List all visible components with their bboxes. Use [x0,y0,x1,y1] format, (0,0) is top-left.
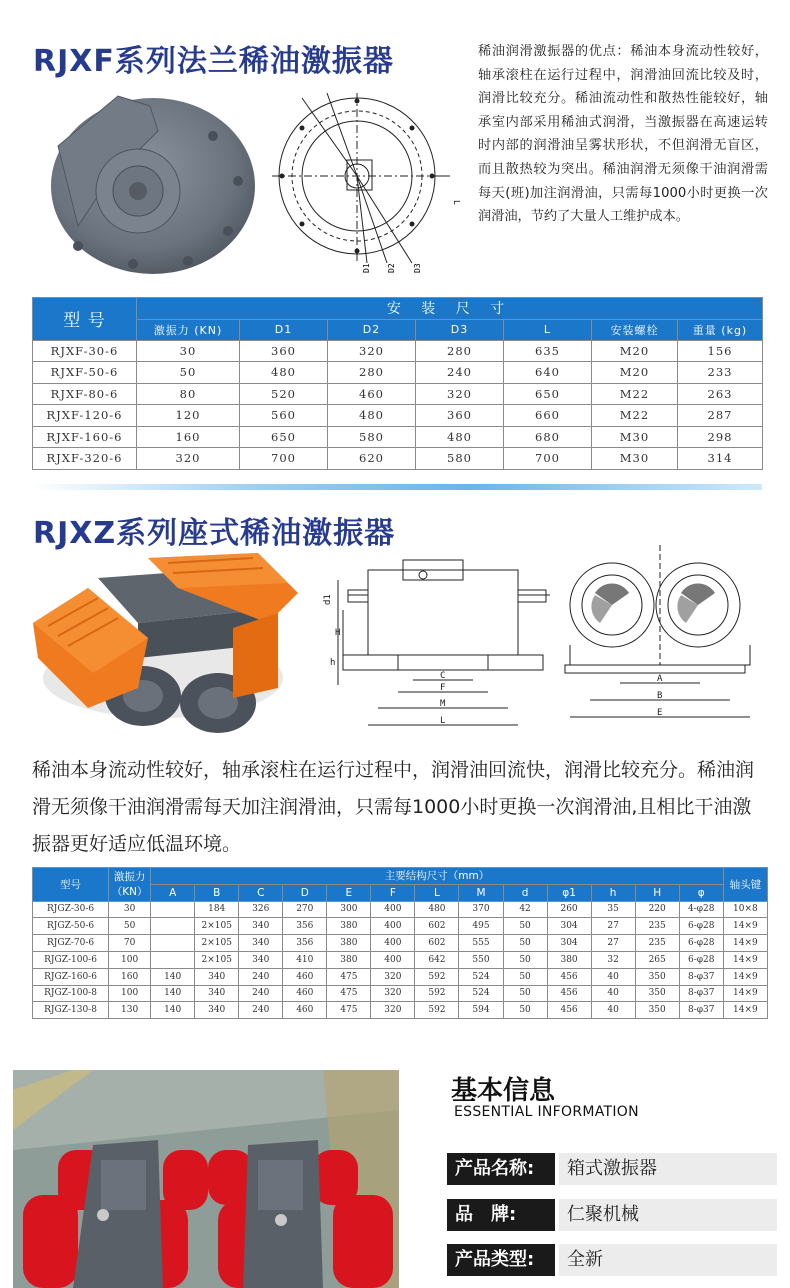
table-cell: 524 [459,985,503,1002]
table-cell: 8-φ37 [679,985,723,1002]
seated-front-drawing [560,545,770,725]
table-cell: 14×9 [723,951,767,968]
table-cell: 680 [504,426,592,448]
table-cell: 340 [195,968,239,985]
table-cell: 320 [137,448,240,470]
table2-col-header: H [635,884,679,901]
table1-model-header: 型 号 [33,298,137,341]
table-cell: 32 [591,951,635,968]
table-cell: 14×9 [723,985,767,1002]
table-cell: 6-φ28 [679,951,723,968]
table-cell: 370 [459,901,503,918]
table-cell: 560 [240,405,328,427]
table-cell: 50 [137,362,240,384]
table-cell: 240 [416,362,504,384]
table-cell: 184 [195,901,239,918]
section-divider [32,484,762,490]
section2-description: 稀油本身流动性较好，轴承滚柱在运行过程中，润滑油回流快，润滑比较充分。稀油润滑无须像干油润滑需每天加注润滑油，只需每1000小时更换一次润滑油,且相比干油激振器更好适应低温环境。 [32,759,755,855]
section1-title: RJXF系列法兰稀油激振器 [33,44,394,79]
table-cell: 410 [283,951,327,968]
table-cell: 130 [109,1002,151,1019]
table-cell: 27 [591,935,635,952]
table-row [33,405,763,427]
info-row-product-name [447,1153,777,1185]
table-cell: 240 [239,985,283,1002]
table-cell: RJGZ-100-6 [33,951,109,968]
table-cell: RJXF-160-6 [33,426,137,448]
drawing-label-l: L [452,200,461,205]
table-cell: 14×9 [723,935,767,952]
table-cell: 50 [503,985,547,1002]
table2-col-header: M [459,884,503,901]
table-cell: 6-φ28 [679,918,723,935]
table-cell: 320 [416,383,504,405]
table-cell: 380 [327,935,371,952]
table-cell: 326 [239,901,283,918]
table-cell: 480 [328,405,416,427]
table-cell: 14×9 [723,1002,767,1019]
info-key-product-type: 产品类型: [447,1244,555,1276]
table-cell: RJXF-30-6 [33,340,137,362]
drawing-label-d1: D1 [362,263,371,273]
table-row [33,951,768,968]
table1-col-weight: 重量 (kg) [678,319,763,340]
info-title: 基本信息 [451,1076,556,1106]
table-cell: 280 [416,340,504,362]
table-cell: 140 [151,985,195,1002]
rjxf-spec-table [32,297,763,470]
table2-group-header: 主要结构尺寸（mm） [151,868,724,885]
table-cell: RJGZ-70-6 [33,935,109,952]
table-row [33,985,768,1002]
table-cell: 50 [503,951,547,968]
table-cell: M20 [592,340,678,362]
table2-col-header: φ1 [547,884,591,901]
table-cell: 475 [327,985,371,1002]
table-cell: 592 [415,1002,459,1019]
table-cell: 320 [328,340,416,362]
table-cell: 80 [137,383,240,405]
info-row-product-type [447,1244,777,1276]
table-row [33,426,763,448]
info-subtitle: ESSENTIAL INFORMATION [454,1104,639,1120]
flange-vibrator-photo [38,86,258,276]
table-cell: 360 [416,405,504,427]
table2-col-header: A [151,884,195,901]
table-cell: RJXF-320-6 [33,448,137,470]
table-cell: M20 [592,362,678,384]
drawing-label-small-d1: d1 [323,594,333,605]
table-cell: 380 [327,918,371,935]
seated-side-drawing [323,550,558,735]
table-cell: 304 [547,935,591,952]
table-cell: 50 [109,918,151,935]
table-cell: 140 [151,968,195,985]
table-row [33,935,768,952]
table-cell: 700 [240,448,328,470]
table-row [33,448,763,470]
table-cell: 475 [327,1002,371,1019]
drawing-label-c: C [440,671,446,681]
table-cell: 635 [504,340,592,362]
table-cell: 220 [635,901,679,918]
table-cell: 495 [459,918,503,935]
table-cell: 380 [547,951,591,968]
table-cell: 6-φ28 [679,935,723,952]
drawing-label-d3: D3 [413,263,422,273]
table-cell: 14×9 [723,918,767,935]
table-cell: 40 [591,1002,635,1019]
table-cell: 580 [416,448,504,470]
table-cell: 270 [283,901,327,918]
table-cell: 340 [239,935,283,952]
table-cell: 14×9 [723,968,767,985]
table-cell: 380 [327,951,371,968]
box-vibrator-photo [13,1070,399,1288]
table-cell: 30 [137,340,240,362]
seated-vibrator-photo [28,548,300,743]
table-row [33,383,763,405]
table-cell: 456 [547,985,591,1002]
table2-col-header: F [371,884,415,901]
table-cell: 460 [283,1002,327,1019]
table1-col-d3: D3 [416,319,504,340]
table-cell: 156 [678,340,763,362]
info-value-product-type: 全新 [559,1244,777,1276]
table-cell: 42 [503,901,547,918]
table-cell: M22 [592,383,678,405]
table-cell: RJGZ-160-6 [33,968,109,985]
table-cell [151,901,195,918]
table-cell: 356 [283,918,327,935]
table-cell: 650 [240,426,328,448]
table-cell [151,918,195,935]
table-cell: 650 [504,383,592,405]
drawing-label-big-h: H [335,628,341,638]
table-row [33,968,768,985]
table-cell: 140 [151,1002,195,1019]
table-cell: 30 [109,901,151,918]
table1-col-l: L [504,319,592,340]
table-row [33,340,763,362]
table-cell: 550 [459,951,503,968]
table-cell: 340 [239,951,283,968]
table1-col-d2: D2 [328,319,416,340]
table-cell: 50 [503,1002,547,1019]
table-cell: 460 [283,985,327,1002]
table-cell: 120 [137,405,240,427]
table-cell: 460 [328,383,416,405]
info-value-product-name: 箱式激振器 [559,1153,777,1185]
table-cell: 298 [678,426,763,448]
table-cell: 233 [678,362,763,384]
drawing-label-l2: L [440,716,446,726]
table-cell: 4-φ28 [679,901,723,918]
table-cell: 400 [371,901,415,918]
table-row [33,362,763,384]
table2-model-header: 型号 [33,868,109,902]
table-cell: 642 [415,951,459,968]
info-value-brand: 仁聚机械 [559,1199,777,1231]
table-cell: 400 [371,935,415,952]
drawing-label-a: A [657,674,663,684]
table-cell: 594 [459,1002,503,1019]
table-cell: 2×105 [195,918,239,935]
table-cell: M22 [592,405,678,427]
table-cell: 400 [371,918,415,935]
table-cell: 2×105 [195,951,239,968]
table-cell: 40 [591,968,635,985]
section1-description: 稀油润滑激振器的优点：稀油本身流动性较好，轴承滚柱在运行过程中，润滑油回流比较及时，润滑比较充分。稀油流动性和散热性能较好，轴承室内部采用稀油式润滑，当激振器在高速运转时内部的润滑油呈雾状形状，不但润滑无盲区，而且散热较为突出。稀油润滑无须像干油润滑需每天(班)加注润滑油，只需每1000小时更换一次润滑油，节约了大量人工维护成本。 [478,44,768,225]
table-cell: 350 [635,985,679,1002]
flange-technical-drawing [272,88,472,278]
table-cell: 475 [327,968,371,985]
table-cell: 620 [328,448,416,470]
drawing-label-b: B [657,691,663,701]
table-cell: RJGZ-130-8 [33,1002,109,1019]
table-cell: 480 [415,901,459,918]
table2-col-header: D [283,884,327,901]
table-cell: 356 [283,935,327,952]
table-cell: 640 [504,362,592,384]
table2-col-header: h [591,884,635,901]
table-row [33,918,768,935]
table-cell: 350 [635,968,679,985]
table-cell: 50 [503,918,547,935]
table-cell: 280 [328,362,416,384]
table1-col-force: 激振力 (KN) [137,319,240,340]
table-cell: RJXF-120-6 [33,405,137,427]
table-cell: 340 [195,985,239,1002]
table-cell: 100 [109,951,151,968]
table-cell: 265 [635,951,679,968]
table-cell: 320 [371,1002,415,1019]
table-cell: 70 [109,935,151,952]
table-cell: 350 [635,1002,679,1019]
table1-col-d1: D1 [240,319,328,340]
table-cell: 10×8 [723,901,767,918]
table-cell: 592 [415,968,459,985]
table-cell: 8-φ37 [679,1002,723,1019]
section2-title: RJXZ系列座式稀油激振器 [33,516,396,551]
table2-col-header: φ [679,884,723,901]
table2-col-header: B [195,884,239,901]
table-cell: 287 [678,405,763,427]
table-cell: 602 [415,935,459,952]
drawing-label-f: F [440,683,446,693]
table-cell: 314 [678,448,763,470]
table2-col-header: d [503,884,547,901]
table-cell: RJXF-80-6 [33,383,137,405]
table-cell: 660 [504,405,592,427]
drawing-label-e: E [657,708,663,718]
table-row [33,901,768,918]
table-cell: 35 [591,901,635,918]
table-cell: 520 [240,383,328,405]
table-cell: 602 [415,918,459,935]
table-cell: M30 [592,448,678,470]
table-cell: 320 [371,968,415,985]
table-cell: 400 [371,951,415,968]
table-cell: 480 [240,362,328,384]
table-cell: 235 [635,918,679,935]
rjgz-spec-table [32,867,768,1019]
table2-shaft-header: 轴头键 [723,868,767,902]
table-cell: 456 [547,968,591,985]
table-cell: 40 [591,985,635,1002]
table-cell: 304 [547,918,591,935]
drawing-label-m: M [440,699,446,709]
table-cell: RJGZ-100-8 [33,985,109,1002]
drawing-label-small-h: h [330,658,336,668]
table-row [33,1002,768,1019]
table-cell: 240 [239,968,283,985]
table-cell: 260 [547,901,591,918]
table1-group-header: 安 装 尺 寸 [137,298,763,320]
table-cell: 2×105 [195,935,239,952]
table-cell: RJGZ-50-6 [33,918,109,935]
table-cell: RJGZ-30-6 [33,901,109,918]
table-cell: 592 [415,985,459,1002]
table-cell: 524 [459,968,503,985]
table-cell: 340 [195,1002,239,1019]
table-cell: 8-φ37 [679,968,723,985]
table-cell: 360 [240,340,328,362]
table-cell: 100 [109,985,151,1002]
table-cell: 27 [591,918,635,935]
table-cell: 50 [503,935,547,952]
table-cell: 300 [327,901,371,918]
drawing-label-d2: D2 [387,263,396,273]
table-cell: M30 [592,426,678,448]
table2-col-header: C [239,884,283,901]
table-cell [151,951,195,968]
table-cell: 240 [239,1002,283,1019]
table2-force-header: 激振力 （KN） [109,868,151,902]
info-key-brand: 品 牌: [447,1199,555,1231]
table-cell: 320 [371,985,415,1002]
table-cell: RJXF-50-6 [33,362,137,384]
table-cell: 50 [503,968,547,985]
info-key-product-name: 产品名称: [447,1153,555,1185]
table-cell: 160 [137,426,240,448]
table-cell: 700 [504,448,592,470]
table2-col-header: E [327,884,371,901]
table-cell: 480 [416,426,504,448]
table-cell: 160 [109,968,151,985]
table1-col-bolt: 安装螺栓 [592,319,678,340]
table-cell: 235 [635,935,679,952]
table-cell: 555 [459,935,503,952]
table-cell: 580 [328,426,416,448]
table-cell: 263 [678,383,763,405]
table2-col-header: L [415,884,459,901]
info-row-brand [447,1199,777,1231]
table-cell: 340 [239,918,283,935]
table-cell [151,935,195,952]
table-cell: 456 [547,1002,591,1019]
table-cell: 460 [283,968,327,985]
